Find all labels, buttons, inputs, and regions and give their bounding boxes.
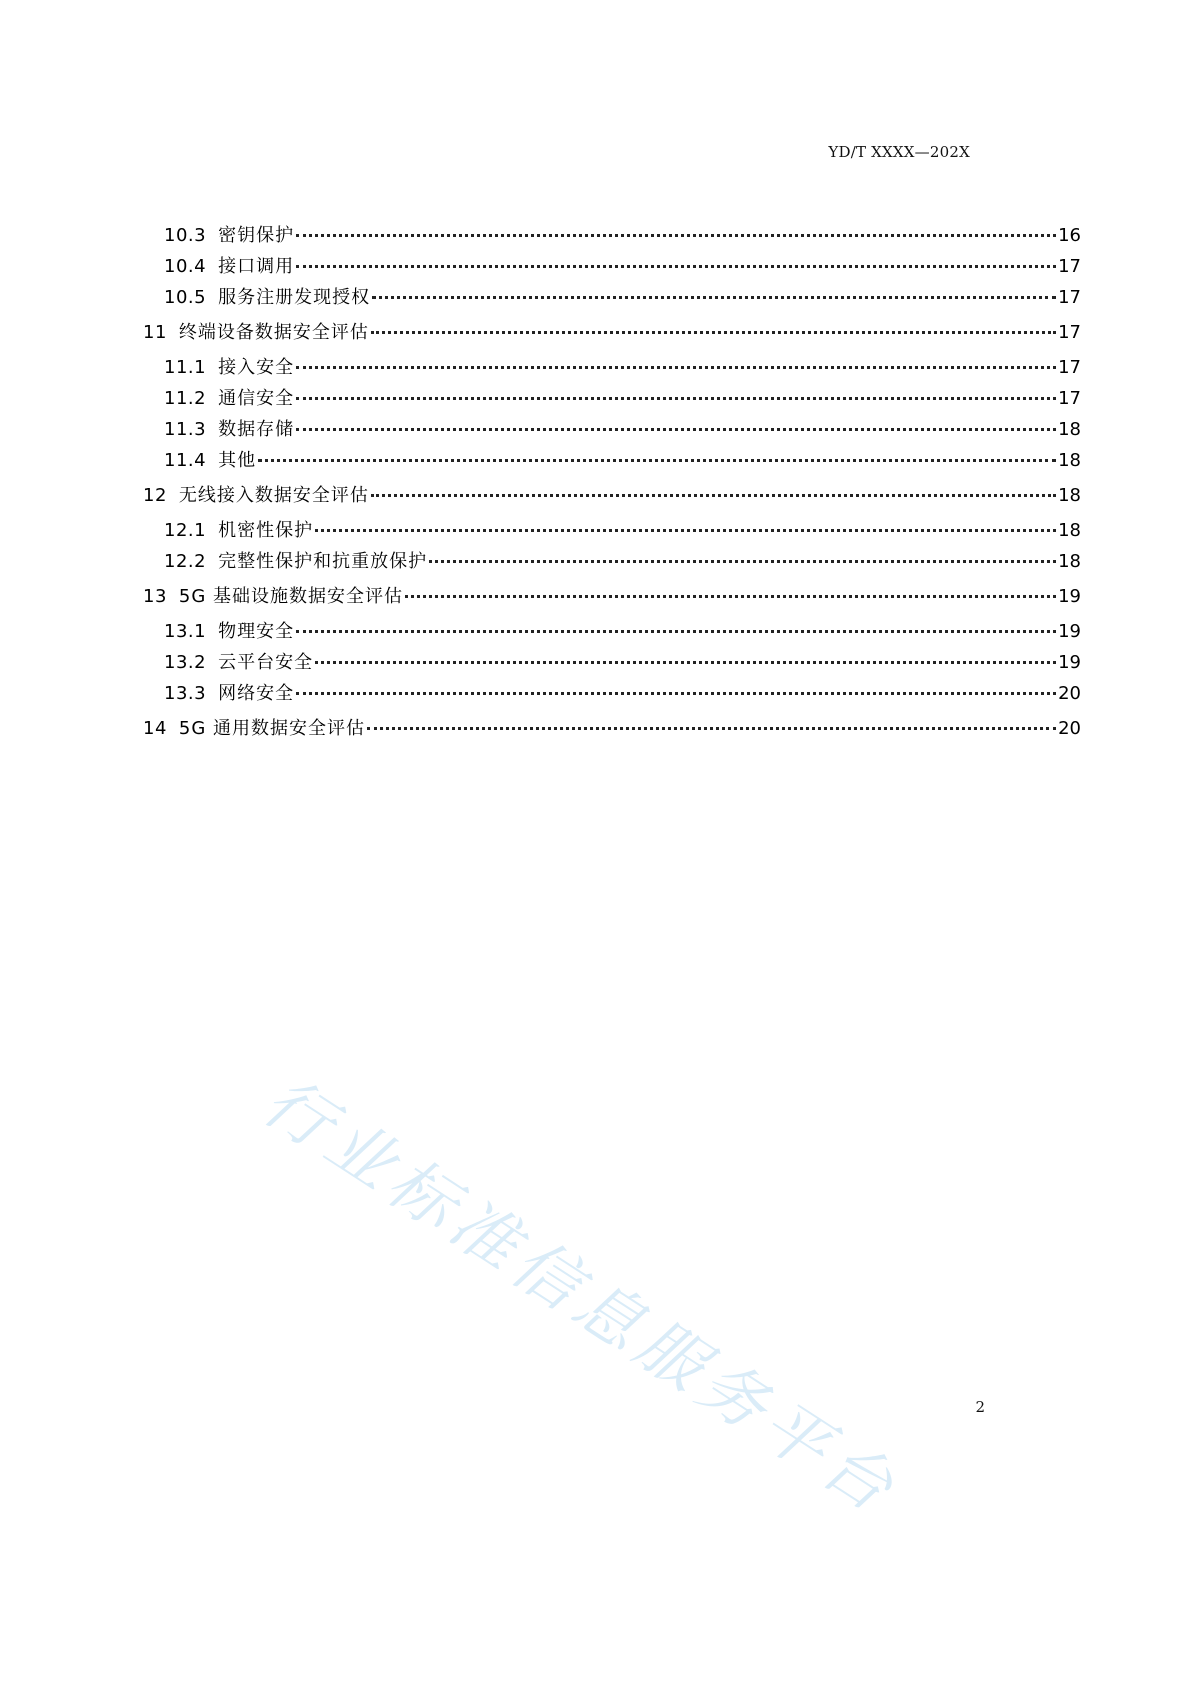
toc-entry-page: 18	[1058, 520, 1081, 541]
toc-entry-title: 机密性保护	[218, 520, 314, 541]
toc-entry-page: 20	[1058, 683, 1081, 704]
toc-entry-title: 5G 通用数据安全评估	[178, 718, 366, 739]
toc-dot-leader	[296, 393, 1056, 400]
toc-entry-number: 13	[143, 586, 167, 607]
toc-entry-number: 13.1	[164, 621, 207, 642]
toc-entry-title: 终端设备数据安全评估	[178, 322, 369, 343]
toc-entry-title: 通信安全	[218, 388, 295, 409]
toc-entry-title: 服务注册发现授权	[218, 287, 371, 308]
toc-entry[interactable]	[143, 678, 1081, 709]
toc-entry-page: 17	[1058, 322, 1081, 343]
toc-entry[interactable]	[143, 251, 1081, 282]
toc-entry-number: 10.4	[164, 256, 207, 277]
toc-dot-leader	[296, 261, 1056, 268]
toc-dot-leader	[429, 556, 1056, 563]
toc-entry[interactable]	[143, 383, 1081, 414]
toc-entry-number: 12	[143, 485, 167, 506]
toc-entry-page: 17	[1058, 287, 1081, 308]
toc-dot-leader	[296, 230, 1056, 237]
toc-entry[interactable]	[143, 476, 1081, 515]
toc-entry[interactable]	[143, 414, 1081, 445]
toc-dot-leader	[315, 657, 1056, 664]
toc-entry-page: 19	[1058, 652, 1081, 673]
toc-dot-leader	[367, 723, 1056, 730]
toc-entry-title: 5G 基础设施数据安全评估	[178, 586, 404, 607]
toc-entry-number: 11.4	[164, 450, 207, 471]
toc-dot-leader	[296, 362, 1056, 369]
toc-dot-leader	[371, 490, 1056, 497]
toc-dot-leader	[296, 424, 1056, 431]
toc-entry-number: 13.3	[164, 683, 207, 704]
toc-entry-title: 网络安全	[218, 683, 295, 704]
toc-entry[interactable]	[143, 220, 1081, 251]
toc-entry-title: 无线接入数据安全评估	[178, 485, 369, 506]
toc-entry-number: 10.5	[164, 287, 207, 308]
toc-entry-title: 接入安全	[218, 357, 295, 378]
toc-entry-page: 19	[1058, 586, 1081, 607]
toc-dot-leader	[258, 455, 1056, 462]
toc-dot-leader	[296, 626, 1056, 633]
toc-entry-number: 13.2	[164, 652, 207, 673]
toc-entry-number: 11	[143, 322, 167, 343]
watermark-text: 行业标准信息服务平台	[249, 1062, 913, 1531]
toc-entry-page: 19	[1058, 621, 1081, 642]
toc-entry-number: 11.2	[164, 388, 207, 409]
toc-entry[interactable]	[143, 352, 1081, 383]
toc-entry[interactable]	[143, 709, 1081, 748]
toc-dot-leader	[405, 591, 1056, 598]
toc-entry-page: 20	[1058, 718, 1081, 739]
toc-dot-leader	[315, 525, 1056, 532]
toc-entry-number: 11.3	[164, 419, 207, 440]
toc-entry-page: 17	[1058, 256, 1081, 277]
toc-entry-title: 其他	[218, 450, 257, 471]
toc-entry-page: 18	[1058, 419, 1081, 440]
toc-entry-page: 17	[1058, 357, 1081, 378]
toc-entry-page: 16	[1058, 225, 1081, 246]
toc-entry-title: 云平台安全	[218, 652, 314, 673]
toc-entry-title: 密钥保护	[218, 225, 295, 246]
toc-entry[interactable]	[143, 546, 1081, 577]
toc-entry-title: 数据存储	[218, 419, 295, 440]
toc-entry-number: 12.2	[164, 551, 207, 572]
page-number: 2	[975, 1398, 985, 1416]
toc-entry[interactable]	[143, 313, 1081, 352]
toc-entry[interactable]	[143, 577, 1081, 616]
toc-entry[interactable]	[143, 282, 1081, 313]
table-of-contents	[143, 220, 1081, 748]
toc-entry-title: 接口调用	[218, 256, 295, 277]
toc-entry[interactable]	[143, 616, 1081, 647]
toc-entry-number: 12.1	[164, 520, 207, 541]
toc-dot-leader	[371, 327, 1056, 334]
toc-entry[interactable]	[143, 647, 1081, 678]
toc-entry[interactable]	[143, 515, 1081, 546]
toc-dot-leader	[296, 688, 1056, 695]
toc-entry-number: 11.1	[164, 357, 207, 378]
toc-entry-title: 物理安全	[218, 621, 295, 642]
toc-entry-title: 完整性保护和抗重放保护	[218, 551, 428, 572]
toc-entry-page: 18	[1058, 485, 1081, 506]
document-code: YD/T XXXX—202X	[828, 143, 970, 161]
toc-entry-number: 14	[143, 718, 167, 739]
toc-entry-number: 10.3	[164, 225, 207, 246]
toc-entry-page: 17	[1058, 388, 1081, 409]
toc-dot-leader	[372, 292, 1056, 299]
toc-entry-page: 18	[1058, 450, 1081, 471]
toc-entry-page: 18	[1058, 551, 1081, 572]
toc-entry[interactable]	[143, 445, 1081, 476]
